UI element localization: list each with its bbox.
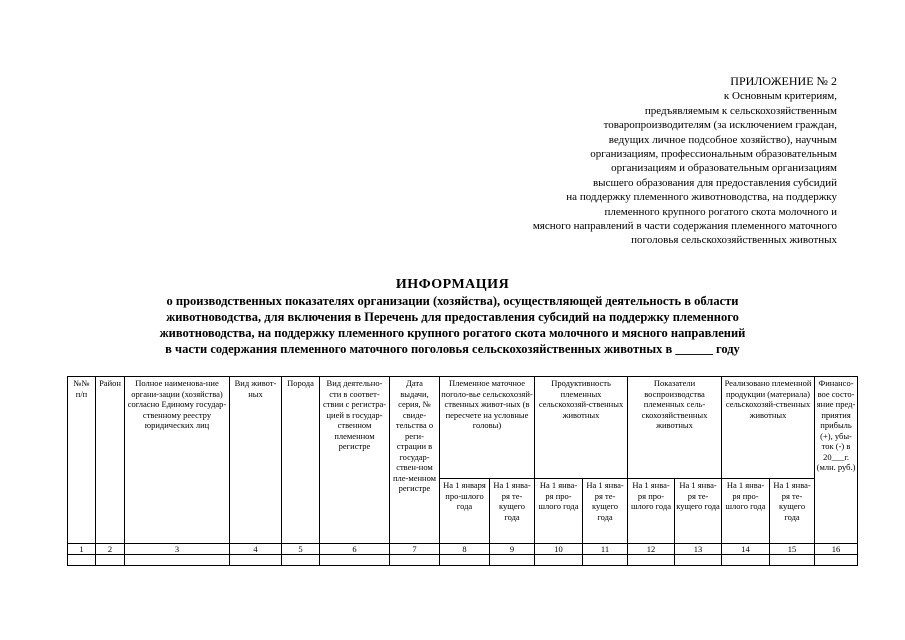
subheader-cell: На 1 янва-ря те-кущего года — [583, 479, 628, 544]
data-cell — [722, 555, 770, 566]
data-cell — [535, 555, 583, 566]
column-number-cell: 12 — [628, 544, 675, 555]
subheader-cell: На 1 янва-ря про-шлого года — [628, 479, 675, 544]
column-number-cell: 11 — [583, 544, 628, 555]
header-cell-certificate: Дата выдачи, серия, № свиде-тельства о реги-страции в государ-ствен-ном пле-менном регистре — [390, 377, 440, 544]
subheader-cell: На 1 января про-шлого года — [440, 479, 490, 544]
appendix-heading: ПРИЛОЖЕНИЕ № 2 — [730, 74, 837, 88]
data-cell — [583, 555, 628, 566]
column-number-cell: 3 — [125, 544, 230, 555]
data-cell — [815, 555, 858, 566]
column-number-cell: 13 — [675, 544, 722, 555]
data-cell — [490, 555, 535, 566]
column-number-cell: 10 — [535, 544, 583, 555]
data-cell — [770, 555, 815, 566]
appendix-line: товаропроизводителям (за исключением граждан, — [603, 119, 837, 132]
data-cell — [628, 555, 675, 566]
appendix-line: организациям и образовательным организациям — [611, 162, 837, 175]
data-cell — [320, 555, 390, 566]
header-cell-number: №№ п/п — [68, 377, 96, 544]
column-number-cell: 1 — [68, 544, 96, 555]
column-number-row — [68, 544, 858, 555]
subheader-cell: На 1 янва-ря про-шлого года — [535, 479, 583, 544]
document-title-block — [60, 276, 845, 357]
title-line: о производственных показателях организации (хозяйства), осуществляющей деятельность в области — [166, 294, 739, 308]
column-number-cell: 5 — [282, 544, 320, 555]
data-cell — [282, 555, 320, 566]
header-cell-activity: Вид деятельно-сти в соответ-ствии с регистра-цией в государ-ственном племенном регистре — [320, 377, 390, 544]
data-cell — [96, 555, 125, 566]
column-number-cell: 15 — [770, 544, 815, 555]
appendix-line: мясного направлений в части содержания племенного маточного — [532, 220, 837, 233]
header-cell-org-name: Полное наименова-ние органи-зации (хозяйства) согласно Единому государ-ственному реестру юридических лиц — [125, 377, 230, 544]
title-line: животноводства, для включения в Перечень для предоставления субсидий на поддержку племенного — [166, 310, 739, 324]
appendix-line: организациям, профессиональным образовательным — [590, 148, 837, 161]
appendix-line: племенного крупного рогатого скота молочного и — [604, 205, 837, 218]
appendix-line: на поддержку племенного животноводства, на поддержку — [566, 191, 837, 204]
column-number-cell: 14 — [722, 544, 770, 555]
column-number-cell: 16 — [815, 544, 858, 555]
column-number-cell: 6 — [320, 544, 390, 555]
header-cell-reproduction: Показатели воспроизводства племенных сель-скохозяйственных животных — [628, 377, 722, 479]
subheader-cell: На 1 янва-ря те-кущего года — [490, 479, 535, 544]
column-number-cell: 7 — [390, 544, 440, 555]
title-line: животноводства, на поддержку племенного крупного рогатого скота молочного и мясного направлений — [159, 326, 746, 340]
appendix-line: высшего образования для предоставления субсидий — [592, 176, 837, 189]
data-cell — [440, 555, 490, 566]
data-cell — [125, 555, 230, 566]
column-number-cell: 2 — [96, 544, 125, 555]
header-cell-productivity: Продуктивность племенных сельскохозяй-ственных животных — [535, 377, 628, 479]
data-cell — [390, 555, 440, 566]
appendix-block — [417, 74, 837, 248]
subheader-cell: На 1 янва-ря те-кущего года — [675, 479, 722, 544]
subheader-cell: На 1 янва-ря те-кущего года — [770, 479, 815, 544]
data-cell — [68, 555, 96, 566]
header-cell-breeding-stock: Племенное маточное поголо-вье сельскохозяй-ственных живот-ных (в пересчете на условные головы) — [440, 377, 535, 479]
header-cell-sold-products: Реализовано племенной продукции (материала) сельскохозяй-ственных животных — [722, 377, 815, 479]
subheader-cell: На 1 янва-ря про-шлого года — [722, 479, 770, 544]
header-cell-financial-state: Финансо-вое состо-яние пред-приятия прибыль (+), убы-ток (-) в 20___г. (млн. руб.) — [815, 377, 858, 544]
appendix-line: поголовья сельскохозяйственных животных — [631, 234, 837, 247]
column-number-cell: 4 — [230, 544, 282, 555]
header-cell-district: Район — [96, 377, 125, 544]
title-line: в части содержания племенного маточного поголовья сельскохозяйственных животных в ______ году — [165, 342, 740, 356]
information-table — [67, 376, 858, 566]
column-number-cell: 8 — [440, 544, 490, 555]
header-cell-animal-type: Вид живот-ных — [230, 377, 282, 544]
appendix-line: ведущих личное подсобное хозяйство), научным — [608, 133, 837, 146]
table-data-row — [68, 555, 858, 566]
data-cell — [230, 555, 282, 566]
header-cell-breed: Порода — [282, 377, 320, 544]
appendix-line: к Основным критериям, — [723, 90, 837, 103]
data-cell — [675, 555, 722, 566]
table-header-row — [68, 377, 858, 479]
document-title: ИНФОРМАЦИЯ — [395, 277, 510, 292]
appendix-line: предъявляемым к сельскохозяйственным — [644, 104, 837, 117]
column-number-cell: 9 — [490, 544, 535, 555]
